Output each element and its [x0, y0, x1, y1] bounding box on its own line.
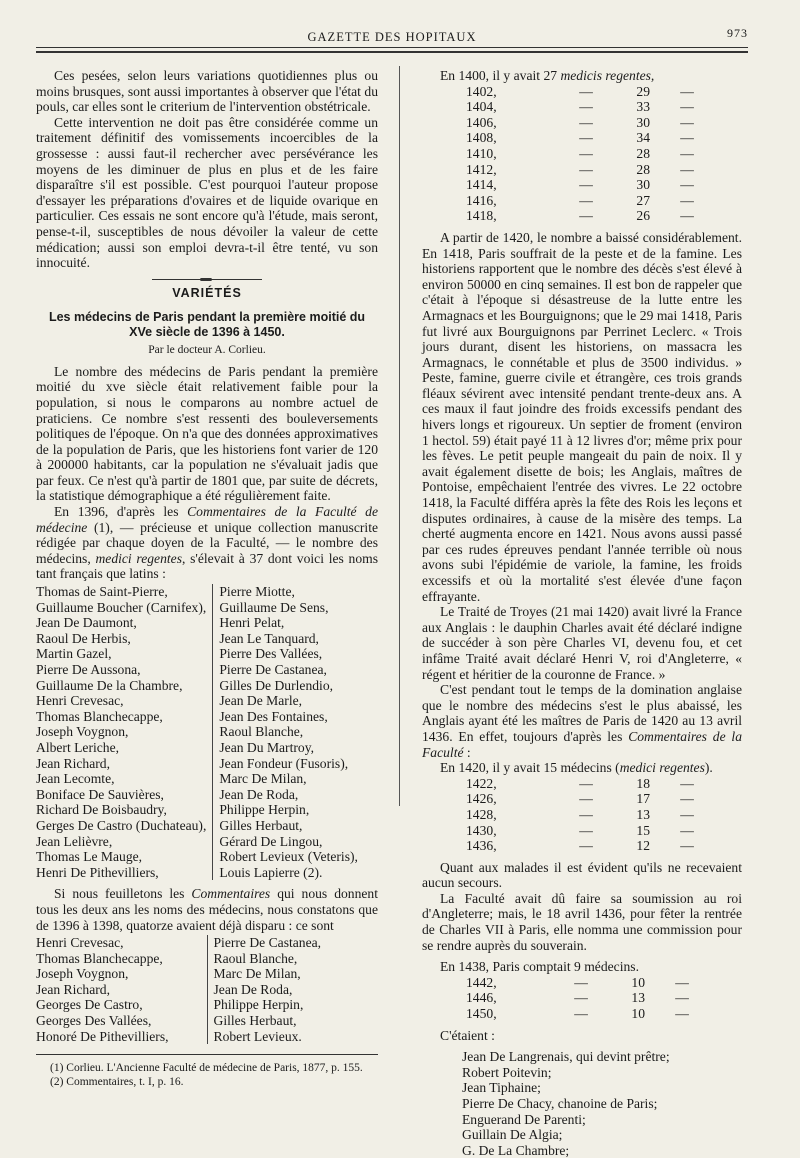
table-row: 1402, — 29 —: [466, 83, 694, 99]
name: Robert Levieux.: [213, 1028, 302, 1044]
section-separator: [152, 279, 262, 280]
physician-names-1396: [36, 584, 378, 880]
name: Joseph Voygnon,: [36, 966, 129, 982]
table-row: 1410, — 28 —: [466, 145, 694, 161]
name: Guillaume De Sens,: [219, 599, 329, 615]
table-row: 1408, — 34 —: [466, 130, 694, 146]
table-row: 1418, — 26 —: [466, 208, 694, 224]
table-heading: En 1400, il y avait 27 medicis regentes,: [440, 68, 655, 83]
name: Henri De Pithevilliers,: [36, 864, 159, 880]
name: Jean Lecomte,: [36, 771, 115, 787]
name: Henri Crevesac,: [36, 693, 124, 709]
name: Gérard De Lingou,: [219, 833, 323, 849]
names-column-left: [36, 935, 208, 1044]
footnote: (1) Corlieu. L'Ancienne Faculté de médecine de Paris, 1877, p. 155.: [50, 1062, 363, 1075]
name: Honoré De Pithevilliers,: [36, 1028, 169, 1044]
table-row: 1430, — 15 —: [466, 822, 694, 838]
name: Jean Fondeur (Fusoris),: [219, 755, 349, 771]
name: Boniface De Sauvières,: [36, 786, 164, 802]
name: Thomas Blanchecappe,: [36, 950, 163, 966]
name: Philippe Herpin,: [213, 997, 304, 1013]
list-item: Jean Tiphaine;: [462, 1080, 541, 1096]
table-heading: En 1420, il y avait 15 médecins (medici regentes).: [440, 760, 713, 776]
physician-count-table-1420: [426, 776, 702, 854]
table-row: 1414, — 30 —: [466, 177, 694, 193]
name: Jean De Marle,: [219, 693, 303, 709]
name: Raoul Blanche,: [219, 724, 304, 740]
page-number: 973: [727, 26, 748, 40]
name: Thomas Le Mauge,: [36, 849, 143, 865]
name: Jean Richard,: [36, 755, 110, 771]
paragraph: C'est pendant tout le temps de la domination anglaise que le nombre des médecins s'est le plus abaissé, les Anglais ayant été les maîtres de Paris de 1420 au 13 avril 1436. En effet, toujours d'après les Commentaires de la Faculté :: [422, 682, 742, 760]
name: Georges Des Vallées,: [36, 1013, 152, 1029]
list-item: Robert Poitevin;: [462, 1064, 552, 1080]
names-column-right: [213, 584, 378, 880]
table-row: 1406, — 30 —: [466, 114, 694, 130]
name: Henri Crevesac,: [36, 935, 124, 951]
name: Gilles Herbaut,: [213, 1013, 297, 1029]
name: Jean De Roda,: [219, 786, 299, 802]
table-row: 1426, — 17 —: [466, 791, 694, 807]
paragraph: Le Traité de Troyes (21 mai 1420) avait livré la France aux Anglais : le dauphin Charles avait été déclaré indigne de succéder à son père Charles VI, devenu fou, et cet infâme Traité avait déclaré Henri V, roi d'Angleterre, « régent et héritier de la couronne de France. »: [422, 604, 742, 682]
header-rule: [36, 47, 748, 48]
table-row: 1422, — 18 —: [466, 775, 694, 791]
left-column: [36, 68, 378, 1089]
column-divider: [399, 66, 400, 806]
name: Pierre De Castanea,: [213, 935, 322, 951]
name: Jean Le Tanquard,: [219, 630, 319, 646]
name: Henri Pelat,: [219, 615, 285, 631]
name: Gilles Herbaut,: [219, 817, 303, 833]
name: Marc De Milan,: [219, 771, 307, 787]
right-column: [422, 68, 742, 1158]
name: Raoul De Herbis,: [36, 630, 131, 646]
paragraph: Quant aux malades il est évident qu'ils ne recevaient aucun secours.: [422, 859, 742, 891]
name: Martin Gazel,: [36, 646, 112, 662]
name: Raoul Blanche,: [213, 950, 298, 966]
list-item: G. De La Chambre;: [462, 1142, 570, 1158]
list-intro: C'étaient :: [440, 1027, 495, 1043]
table-row: 1412, — 28 —: [466, 161, 694, 177]
name: Marc De Milan,: [213, 966, 301, 982]
table-row: 1416, — 27 —: [466, 192, 694, 208]
names-column-left: [36, 584, 213, 880]
name: Jean Du Martroy,: [219, 739, 314, 755]
name: Gilles De Durlendio,: [219, 677, 334, 693]
table-row: 1442, — 10 —: [466, 974, 689, 990]
name: Jean De Daumont,: [36, 615, 137, 631]
physician-list-1450: [462, 1049, 742, 1158]
name: Pierre De Castanea,: [219, 662, 327, 677]
table-row: 1446, — 13 —: [466, 990, 689, 1006]
name: Pierre Miotte,: [219, 584, 295, 600]
name: Albert Leriche,: [36, 739, 120, 755]
name: Gerges De Castro (Duchateau),: [36, 817, 207, 833]
journal-title: GAZETTE DES HOPITAUX: [307, 30, 477, 44]
name: Richard De Boisbaudry,: [36, 802, 167, 818]
name: Pierre Des Vallées,: [219, 646, 323, 662]
physician-count-table-1400: [426, 84, 702, 224]
paragraph: En 1396, d'après les Commentaires de la Faculté de médecine (1), — précieuse et unique collection manuscrite rédigée par chaque doyen de la Faculté, — le nombre des médecins, medici regentes, s'élevait à 37 dont voici les noms tant français que latins :: [36, 504, 379, 582]
section-heading: VARIÉTÉS: [172, 285, 242, 300]
paragraph: La Faculté avait dû faire sa soumission au roi d'Angleterre; mais, le 18 avril 1436, pour fêter la rentrée de Charles VII à Paris, elle nomma une commission pour se rendre auprès du souverain.: [422, 890, 742, 953]
name: Philippe Herpin,: [219, 802, 310, 818]
name: Louis Lapierre (2).: [219, 864, 323, 880]
name: Jean Lelièvre,: [36, 833, 113, 849]
name: Georges De Castro,: [36, 997, 143, 1013]
name: Joseph Voygnon,: [36, 724, 129, 740]
names-column-right: [208, 935, 379, 1044]
paragraph: A partir de 1420, le nombre a baissé considérablement. En 1418, Paris souffrait de la peste et de la famine. Les historiens rapportent que le nombre des décès s'est élevé à environ 50000 en cinq semaines. Il est bon de rappeler que c'était à l'époque si désastreuse de la lutte entre les Armagnacs et les Bourguignons; que le 29 mai 1418, Paris fut livré aux Bourguignons par Perrinet Leclerc. « Trois jours durant, disent les historiens, on massacra les Armagnacs, le connétable et plus de 3500 individus. » Peste, famine, guerre civile et étrangère, ces trois grands fléaux sévirent avec intensité pendant trente-deux ans. A ces maux il faut joindre des froids excessifs pendant des hivers longs et rigoureux. Un septier de froment (environ 1 hectol. 59) était payé 11 à 12 livres d'or; même prix pour les fèves. Le petit peuple mangeait du pain de noix. Il y avait également disette de bois; les Anglais, maîtres de Pontoise, empêchaient l'entrée des vivres. Le 22 octobre 1418, la Faculté différa après la fête des Rois les leçons et disputes ordinaires, à cause de la misère des temps. La cherté augmenta encore en 1421. Nous avons aussi passé par ces rudes épreuves pendant l'année terrible où nous avons subi l'épidémie de variole, la famine, les froids excessifs et où la mortalité s'est élevée d'une façon effrayante.: [422, 229, 742, 604]
paragraph: Ces pesées, selon leurs variations quotidiennes plus ou moins brusques, sont aussi importantes à observer que l'état du pouls, car elles sont le criterium de l'intervention obstétricale.: [36, 68, 378, 115]
name: Robert Levieux (Veteris),: [219, 849, 358, 865]
list-item: Jean De Langrenais, qui devint prêtre;: [462, 1049, 670, 1065]
physician-names-disappeared: [36, 935, 378, 1044]
table-row: 1428, — 13 —: [466, 806, 694, 822]
list-item: Enguerand De Parenti;: [462, 1111, 586, 1127]
name: Thomas Blanchecappe,: [36, 708, 163, 724]
table-row: 1404, — 33 —: [466, 99, 694, 115]
list-item: Guillain De Algia;: [462, 1127, 563, 1143]
header-rule-thick: [36, 51, 748, 53]
table-row: 1450, — 10 —: [466, 1006, 689, 1022]
name: Thomas de Saint-Pierre,: [36, 584, 168, 600]
article-byline: Par le docteur A. Corlieu.: [148, 343, 266, 356]
footnote: (2) Commentaires, t. I, p. 16.: [50, 1076, 184, 1089]
name: Jean Des Fontaines,: [219, 708, 328, 724]
table-row: 1436, — 12 —: [466, 838, 694, 854]
name: Jean De Roda,: [213, 981, 293, 997]
name: Pierre De Aussona,: [36, 662, 141, 677]
paragraph: Cette intervention ne doit pas être considérée comme un traitement définitif des vomissements incoercibles de la grossesse : aussi faut-il rechercher avec persévérance les moyens de les diminuer de plus en plus et de les faire disparaître s'il est possible. C'est pourquoi l'auteur propose d'essayer les préparations d'ovaires et de liquide ovarique en particulier. Ces essais ne sont encore qu'à l'étude, mais seront, pense-t-il, susceptibles de nous dévoiler la valeur de cette médication; aussi son emploi devra-t-il être tenté, vu son innocuité.: [36, 114, 378, 271]
name: Guillaume Boucher (Carnifex),: [36, 599, 207, 615]
physician-count-table-1438: [426, 975, 697, 1022]
list-item: Pierre De Chacy, chanoine de Paris;: [462, 1096, 658, 1111]
footnote-rule: [36, 1054, 378, 1055]
paragraph: Le nombre des médecins de Paris pendant la première moitié du xve siècle était relativement faible pour la population, si nous le comparons au nombre actuel de praticiens. Ce nombre s'est ressenti des bouleversements politiques de l'époque. On n'a que des données approximatives de la population de Paris, que les historiens font varier de 120 à 200000 habitants, car la population ne s'évaluait jadis que par feux. Ce n'est qu'à partir de 1801 que, par suite de décrets, la statistique démographique a été régulièrement faite.: [36, 363, 378, 504]
name: Guillaume De la Chambre,: [36, 677, 183, 693]
name: Jean Richard,: [36, 981, 110, 997]
article-title: Les médecins de Paris pendant la première moitié du XVe siècle de 1396 à 1450.: [48, 309, 366, 339]
table-heading: En 1438, Paris comptait 9 médecins.: [440, 959, 639, 975]
paragraph: Si nous feuilletons les Commentaires qui nous donnent tous les deux ans les noms des médecins, nous constatons que de 1396 à 1398, quatorze avaient déjà disparu : ce sont: [36, 886, 378, 933]
